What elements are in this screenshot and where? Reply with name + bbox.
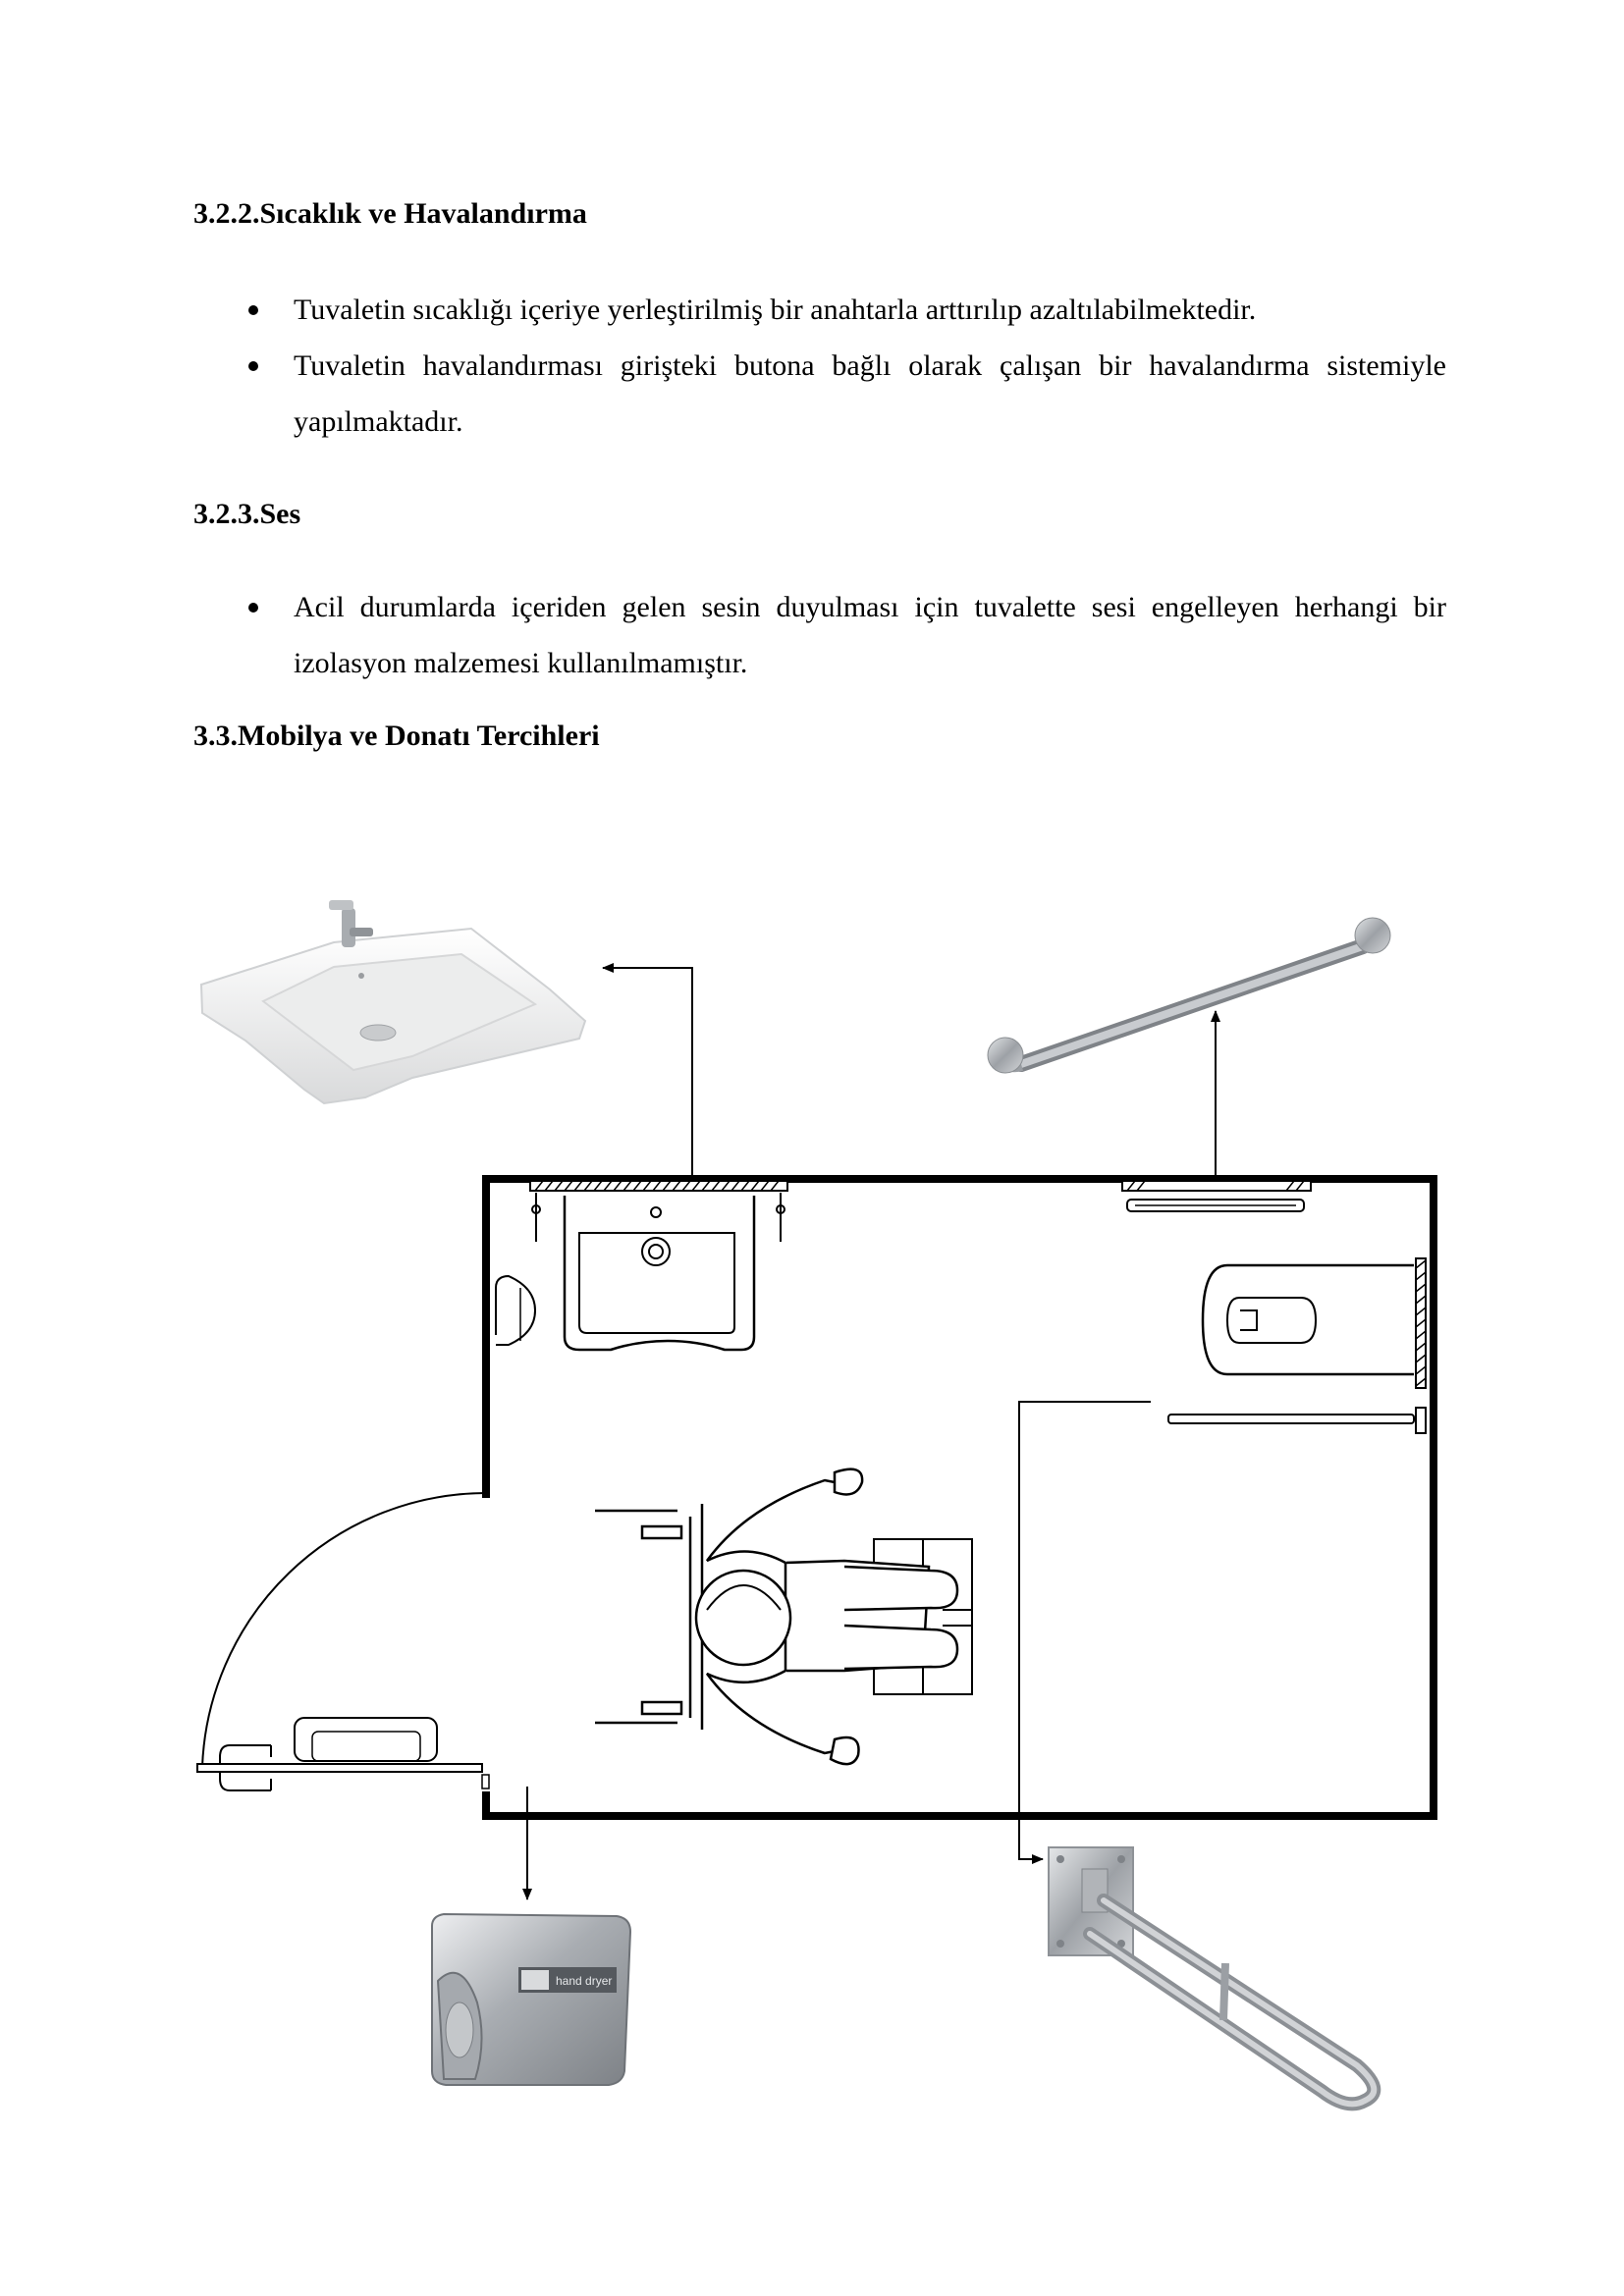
bullet-icon <box>248 305 258 315</box>
bullet-icon <box>248 361 258 371</box>
list-item-text: Tuvaletin sıcaklığı içeriye yerleştirilmiş bir anahtarla arttırılıp azaltılabilmektedir. <box>294 294 1257 326</box>
hand-dryer-photo <box>432 1914 630 2085</box>
list-item <box>194 282 1446 338</box>
list-item <box>194 579 1446 691</box>
section-heading-3-2-3: 3.2.3.Ses <box>193 498 301 530</box>
section-heading-3-3: 3.3.Mobilya ve Donatı Tercihleri <box>193 720 600 752</box>
temperature-ventilation-list <box>194 282 1446 450</box>
bullet-icon <box>248 603 258 613</box>
folding-grab-bar-photo <box>1049 1847 1374 2104</box>
floor-plan <box>197 1179 1434 1816</box>
dryer-brand-text: hand dryer <box>556 1974 613 1988</box>
list-item-text: Acil durumlarda içeriden gelen sesin duyulması için tuvalette sesi engelleyen herhangi bir izolasyon malzemesi kullanılmamıştır. <box>294 591 1446 679</box>
accessible-toilet-plan-figure <box>0 864 1624 2140</box>
list-item-text: Tuvaletin havalandırması girişteki butona bağlı olarak çalışan bir havalandırma sistemiyle yapılmaktadır. <box>294 349 1446 438</box>
sink-arrow <box>603 968 692 1182</box>
washbasin-photo <box>201 900 585 1103</box>
grab-bar-photo <box>988 918 1390 1073</box>
folding-bar-arrow <box>1019 1402 1151 1859</box>
sound-list <box>194 579 1446 691</box>
list-item <box>194 338 1446 450</box>
section-heading-3-2-2: 3.2.2.Sıcaklık ve Havalandırma <box>193 197 587 230</box>
wheelchair-user-plan <box>595 1469 972 1764</box>
callout-arrows <box>527 968 1216 1899</box>
